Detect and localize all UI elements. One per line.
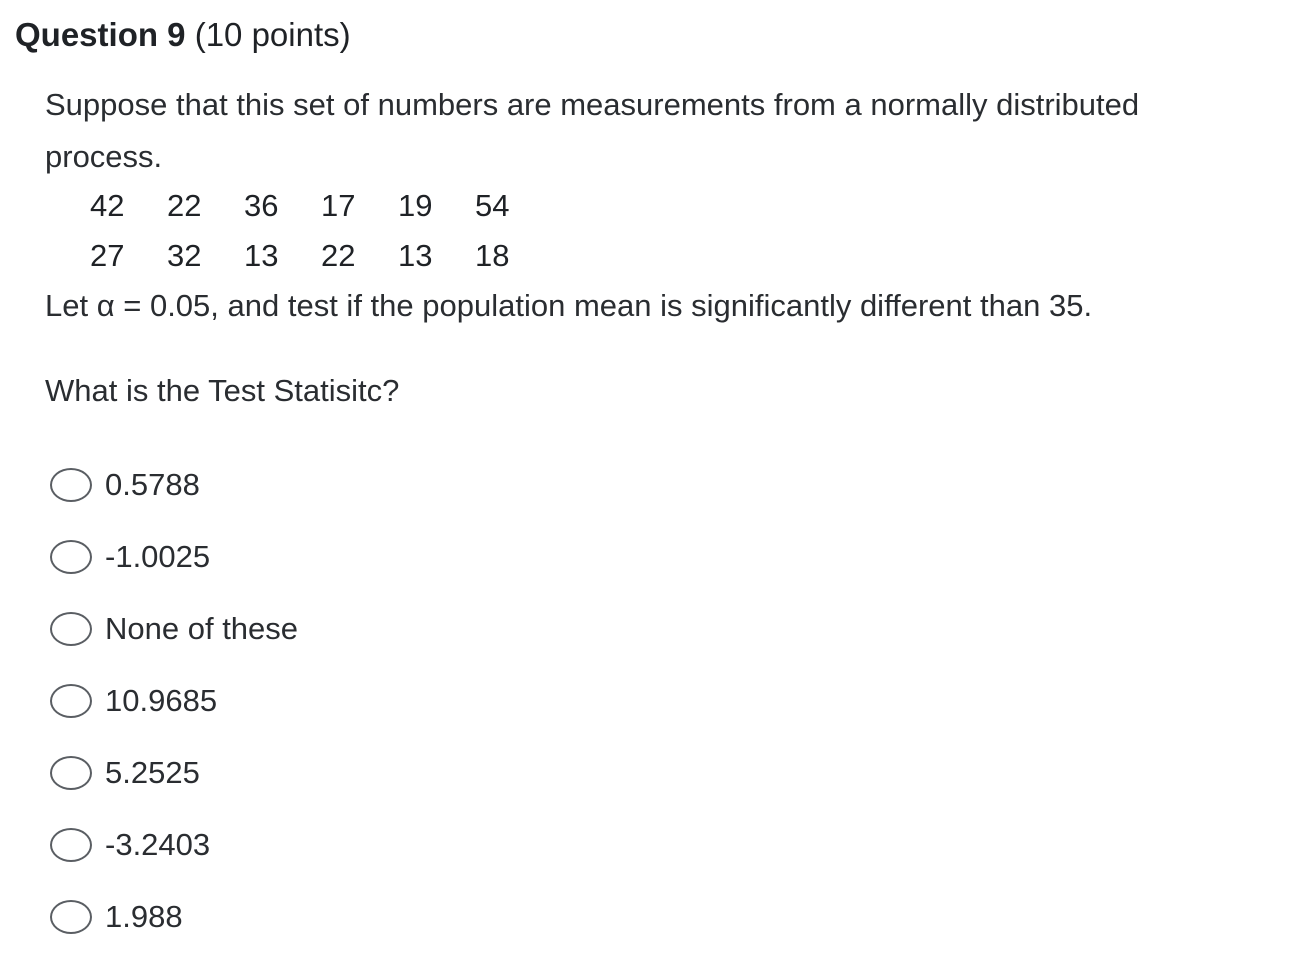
- answer-option-label: 0.5788: [105, 467, 200, 502]
- answer-option-label: -1.0025: [105, 539, 211, 574]
- data-value: 22: [167, 188, 202, 223]
- radio-button[interactable]: [50, 900, 92, 934]
- data-row: [90, 236, 552, 276]
- data-value: 13: [244, 238, 279, 273]
- radio-button[interactable]: [50, 756, 92, 790]
- answer-option-label: -3.2403: [105, 827, 211, 862]
- data-value: 13: [398, 238, 433, 273]
- answer-option[interactable]: [50, 462, 200, 508]
- question-stem-line-1: Suppose that this set of numbers are measurements from a normally distributed: [45, 87, 1140, 122]
- question-prompt: What is the Test Statisitc?: [45, 373, 400, 408]
- answer-option[interactable]: [50, 750, 200, 796]
- data-value: 22: [321, 238, 356, 273]
- question-title: Question 9: [15, 16, 186, 53]
- data-value: 27: [90, 238, 125, 273]
- answer-option-label: 10.9685: [105, 683, 218, 718]
- radio-button[interactable]: [50, 540, 92, 574]
- answer-option-label: 5.2525: [105, 755, 200, 790]
- answer-option[interactable]: [50, 606, 298, 652]
- alpha-instruction: Let α = 0.05, and test if the population mean is significantly different than 35.: [45, 288, 1093, 323]
- data-value: 36: [244, 188, 279, 223]
- answer-option-label: None of these: [105, 611, 299, 646]
- answer-option[interactable]: [50, 894, 183, 940]
- answer-option-label: 1.988: [105, 899, 183, 934]
- radio-button[interactable]: [50, 612, 92, 646]
- radio-button[interactable]: [50, 468, 92, 502]
- data-value: 17: [321, 188, 356, 223]
- answer-option[interactable]: [50, 534, 210, 580]
- question-points: (10 points): [194, 16, 351, 53]
- data-value: 32: [167, 238, 202, 273]
- data-value: 18: [475, 238, 510, 273]
- data-value: 42: [90, 188, 125, 223]
- answer-option[interactable]: [50, 678, 217, 724]
- radio-button[interactable]: [50, 684, 92, 718]
- radio-button[interactable]: [50, 828, 92, 862]
- question-stem-line-2: process.: [45, 139, 163, 174]
- question-header: [15, 14, 351, 56]
- data-value: 19: [398, 188, 433, 223]
- data-row: [90, 186, 552, 226]
- data-value: 54: [475, 188, 510, 223]
- answer-option[interactable]: [50, 822, 210, 868]
